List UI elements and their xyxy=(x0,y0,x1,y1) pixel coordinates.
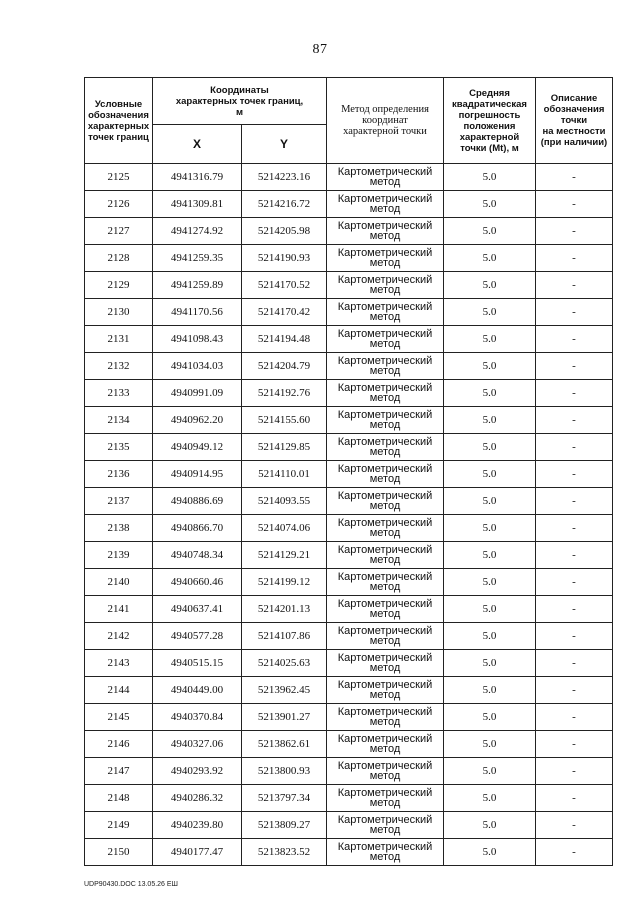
description-cell: - xyxy=(536,785,613,812)
coord-x-cell: 4941098.43 xyxy=(153,326,242,353)
table-row xyxy=(85,434,613,461)
coord-x-cell: 4940748.34 xyxy=(153,542,242,569)
header-point-designation: Условные обозначения характерных точек границ xyxy=(85,78,153,164)
description-cell: - xyxy=(536,488,613,515)
coord-x-cell: 4941316.79 xyxy=(153,164,242,191)
method-cell: Картометрический метод xyxy=(327,488,444,515)
description-cell: - xyxy=(536,515,613,542)
method-cell: Картометрический метод xyxy=(327,650,444,677)
coord-x-cell: 4940370.84 xyxy=(153,704,242,731)
coord-y-cell: 5214093.55 xyxy=(242,488,327,515)
description-cell: - xyxy=(536,245,613,272)
point-id-cell: 2134 xyxy=(85,407,153,434)
description-cell: - xyxy=(536,272,613,299)
point-id-cell: 2130 xyxy=(85,299,153,326)
coord-y-cell: 5213809.27 xyxy=(242,812,327,839)
point-id-cell: 2127 xyxy=(85,218,153,245)
accuracy-value-cell: 5.0 xyxy=(444,218,536,245)
header-coordinates: Координаты характерных точек границ, м xyxy=(153,78,327,125)
coord-x-cell: 4940177.47 xyxy=(153,839,242,866)
coord-x-cell: 4940239.80 xyxy=(153,812,242,839)
coord-x-cell: 4940327.06 xyxy=(153,731,242,758)
table-row xyxy=(85,326,613,353)
coord-y-cell: 5214201.13 xyxy=(242,596,327,623)
description-cell: - xyxy=(536,434,613,461)
coord-x-cell: 4940949.12 xyxy=(153,434,242,461)
description-cell: - xyxy=(536,731,613,758)
coord-y-cell: 5214223.16 xyxy=(242,164,327,191)
header-description: Описание обозначения точки на местности (при наличии) xyxy=(536,78,613,164)
point-id-cell: 2128 xyxy=(85,245,153,272)
accuracy-value-cell: 5.0 xyxy=(444,164,536,191)
table-row xyxy=(85,731,613,758)
table-row xyxy=(85,839,613,866)
accuracy-value-cell: 5.0 xyxy=(444,650,536,677)
table-row xyxy=(85,164,613,191)
accuracy-value-cell: 5.0 xyxy=(444,704,536,731)
point-id-cell: 2125 xyxy=(85,164,153,191)
coord-x-cell: 4941309.81 xyxy=(153,191,242,218)
method-cell: Картометрический метод xyxy=(327,434,444,461)
coord-x-cell: 4940886.69 xyxy=(153,488,242,515)
accuracy-value-cell: 5.0 xyxy=(444,569,536,596)
coord-y-cell: 5213862.61 xyxy=(242,731,327,758)
description-cell: - xyxy=(536,650,613,677)
coord-y-cell: 5214204.79 xyxy=(242,353,327,380)
point-id-cell: 2129 xyxy=(85,272,153,299)
coord-y-cell: 5214074.06 xyxy=(242,515,327,542)
description-cell: - xyxy=(536,623,613,650)
point-id-cell: 2150 xyxy=(85,839,153,866)
method-cell: Картометрический метод xyxy=(327,218,444,245)
table-row xyxy=(85,218,613,245)
accuracy-value-cell: 5.0 xyxy=(444,272,536,299)
coord-x-cell: 4940449.00 xyxy=(153,677,242,704)
point-id-cell: 2144 xyxy=(85,677,153,704)
accuracy-value-cell: 5.0 xyxy=(444,758,536,785)
point-id-cell: 2137 xyxy=(85,488,153,515)
description-cell: - xyxy=(536,569,613,596)
coord-y-cell: 5213962.45 xyxy=(242,677,327,704)
accuracy-value-cell: 5.0 xyxy=(444,407,536,434)
coord-y-cell: 5214110.01 xyxy=(242,461,327,488)
method-cell: Картометрический метод xyxy=(327,299,444,326)
accuracy-value-cell: 5.0 xyxy=(444,380,536,407)
method-cell: Картометрический метод xyxy=(327,596,444,623)
coord-y-cell: 5214155.60 xyxy=(242,407,327,434)
method-cell: Картометрический метод xyxy=(327,164,444,191)
coord-y-cell: 5213823.52 xyxy=(242,839,327,866)
accuracy-value-cell: 5.0 xyxy=(444,488,536,515)
method-cell: Картометрический метод xyxy=(327,839,444,866)
method-cell: Картометрический метод xyxy=(327,245,444,272)
point-id-cell: 2126 xyxy=(85,191,153,218)
table-row xyxy=(85,407,613,434)
table-row xyxy=(85,596,613,623)
accuracy-value-cell: 5.0 xyxy=(444,191,536,218)
table-row xyxy=(85,704,613,731)
method-cell: Картометрический метод xyxy=(327,461,444,488)
coord-y-cell: 5213800.93 xyxy=(242,758,327,785)
table-row xyxy=(85,569,613,596)
table-row xyxy=(85,353,613,380)
footer-document-code: UDP90430.DOC 13.05.26 ЕШ xyxy=(84,881,178,888)
coord-x-cell: 4940637.41 xyxy=(153,596,242,623)
method-cell: Картометрический метод xyxy=(327,569,444,596)
accuracy-value-cell: 5.0 xyxy=(444,812,536,839)
coord-x-cell: 4941034.03 xyxy=(153,353,242,380)
coord-x-cell: 4940515.15 xyxy=(153,650,242,677)
description-cell: - xyxy=(536,218,613,245)
table-row xyxy=(85,542,613,569)
coord-y-cell: 5214192.76 xyxy=(242,380,327,407)
coord-y-cell: 5214170.42 xyxy=(242,299,327,326)
point-id-cell: 2146 xyxy=(85,731,153,758)
header-accuracy: Средняя квадратическая погрешность положения характерной точки (Mt), м xyxy=(444,78,536,164)
accuracy-value-cell: 5.0 xyxy=(444,542,536,569)
method-cell: Картометрический метод xyxy=(327,758,444,785)
point-id-cell: 2140 xyxy=(85,569,153,596)
table-row xyxy=(85,677,613,704)
method-cell: Картометрический метод xyxy=(327,272,444,299)
method-cell: Картометрический метод xyxy=(327,353,444,380)
coord-x-cell: 4940286.32 xyxy=(153,785,242,812)
method-cell: Картометрический метод xyxy=(327,542,444,569)
page-number: 87 xyxy=(312,42,328,57)
coord-x-cell: 4941259.89 xyxy=(153,272,242,299)
table-row xyxy=(85,488,613,515)
method-cell: Картометрический метод xyxy=(327,326,444,353)
coord-x-cell: 4941170.56 xyxy=(153,299,242,326)
coord-y-cell: 5214216.72 xyxy=(242,191,327,218)
coord-x-cell: 4940577.28 xyxy=(153,623,242,650)
point-id-cell: 2148 xyxy=(85,785,153,812)
accuracy-value-cell: 5.0 xyxy=(444,731,536,758)
point-id-cell: 2145 xyxy=(85,704,153,731)
method-cell: Картометрический метод xyxy=(327,812,444,839)
method-cell: Картометрический метод xyxy=(327,515,444,542)
coord-y-cell: 5214170.52 xyxy=(242,272,327,299)
point-id-cell: 2133 xyxy=(85,380,153,407)
accuracy-value-cell: 5.0 xyxy=(444,677,536,704)
point-id-cell: 2142 xyxy=(85,623,153,650)
coord-y-cell: 5213797.34 xyxy=(242,785,327,812)
method-cell: Картометрический метод xyxy=(327,191,444,218)
description-cell: - xyxy=(536,407,613,434)
coord-y-cell: 5214199.12 xyxy=(242,569,327,596)
accuracy-value-cell: 5.0 xyxy=(444,326,536,353)
method-cell: Картометрический метод xyxy=(327,623,444,650)
point-id-cell: 2135 xyxy=(85,434,153,461)
description-cell: - xyxy=(536,812,613,839)
accuracy-value-cell: 5.0 xyxy=(444,515,536,542)
description-cell: - xyxy=(536,704,613,731)
coord-y-cell: 5214205.98 xyxy=(242,218,327,245)
description-cell: - xyxy=(536,299,613,326)
header-x: X xyxy=(153,125,242,164)
point-id-cell: 2139 xyxy=(85,542,153,569)
header-method: Метод определения координат характерной точки xyxy=(327,78,444,164)
method-cell: Картометрический метод xyxy=(327,785,444,812)
coord-x-cell: 4940293.92 xyxy=(153,758,242,785)
accuracy-value-cell: 5.0 xyxy=(444,434,536,461)
table-row xyxy=(85,272,613,299)
point-id-cell: 2147 xyxy=(85,758,153,785)
description-cell: - xyxy=(536,164,613,191)
coord-y-cell: 5214107.86 xyxy=(242,623,327,650)
accuracy-value-cell: 5.0 xyxy=(444,353,536,380)
table-row xyxy=(85,812,613,839)
description-cell: - xyxy=(536,542,613,569)
method-cell: Картометрический метод xyxy=(327,407,444,434)
coord-y-cell: 5214194.48 xyxy=(242,326,327,353)
table-row xyxy=(85,380,613,407)
table-row xyxy=(85,245,613,272)
table-row xyxy=(85,299,613,326)
description-cell: - xyxy=(536,758,613,785)
table-row xyxy=(85,623,613,650)
accuracy-value-cell: 5.0 xyxy=(444,785,536,812)
description-cell: - xyxy=(536,461,613,488)
coord-y-cell: 5214129.85 xyxy=(242,434,327,461)
coord-x-cell: 4940866.70 xyxy=(153,515,242,542)
method-cell: Картометрический метод xyxy=(327,731,444,758)
coord-x-cell: 4940962.20 xyxy=(153,407,242,434)
description-cell: - xyxy=(536,677,613,704)
description-cell: - xyxy=(536,326,613,353)
coord-x-cell: 4940660.46 xyxy=(153,569,242,596)
coord-x-cell: 4941274.92 xyxy=(153,218,242,245)
point-id-cell: 2136 xyxy=(85,461,153,488)
coord-y-cell: 5213901.27 xyxy=(242,704,327,731)
table-body xyxy=(85,164,613,866)
point-id-cell: 2143 xyxy=(85,650,153,677)
table-row xyxy=(85,785,613,812)
description-cell: - xyxy=(536,353,613,380)
coord-x-cell: 4940914.95 xyxy=(153,461,242,488)
method-cell: Картометрический метод xyxy=(327,704,444,731)
method-cell: Картометрический метод xyxy=(327,677,444,704)
table-row xyxy=(85,461,613,488)
header-y: Y xyxy=(242,125,327,164)
table-header-row xyxy=(85,78,613,125)
point-id-cell: 2149 xyxy=(85,812,153,839)
description-cell: - xyxy=(536,839,613,866)
coord-y-cell: 5214129.21 xyxy=(242,542,327,569)
accuracy-value-cell: 5.0 xyxy=(444,839,536,866)
table-row xyxy=(85,650,613,677)
accuracy-value-cell: 5.0 xyxy=(444,461,536,488)
coordinates-table xyxy=(84,77,613,866)
coord-x-cell: 4941259.35 xyxy=(153,245,242,272)
point-id-cell: 2132 xyxy=(85,353,153,380)
accuracy-value-cell: 5.0 xyxy=(444,623,536,650)
table-row xyxy=(85,758,613,785)
accuracy-value-cell: 5.0 xyxy=(444,299,536,326)
coord-x-cell: 4940991.09 xyxy=(153,380,242,407)
table-row xyxy=(85,191,613,218)
description-cell: - xyxy=(536,380,613,407)
accuracy-value-cell: 5.0 xyxy=(444,245,536,272)
point-id-cell: 2141 xyxy=(85,596,153,623)
table-row xyxy=(85,515,613,542)
description-cell: - xyxy=(536,191,613,218)
coord-y-cell: 5214025.63 xyxy=(242,650,327,677)
description-cell: - xyxy=(536,596,613,623)
coord-y-cell: 5214190.93 xyxy=(242,245,327,272)
method-cell: Картометрический метод xyxy=(327,380,444,407)
point-id-cell: 2138 xyxy=(85,515,153,542)
point-id-cell: 2131 xyxy=(85,326,153,353)
accuracy-value-cell: 5.0 xyxy=(444,596,536,623)
